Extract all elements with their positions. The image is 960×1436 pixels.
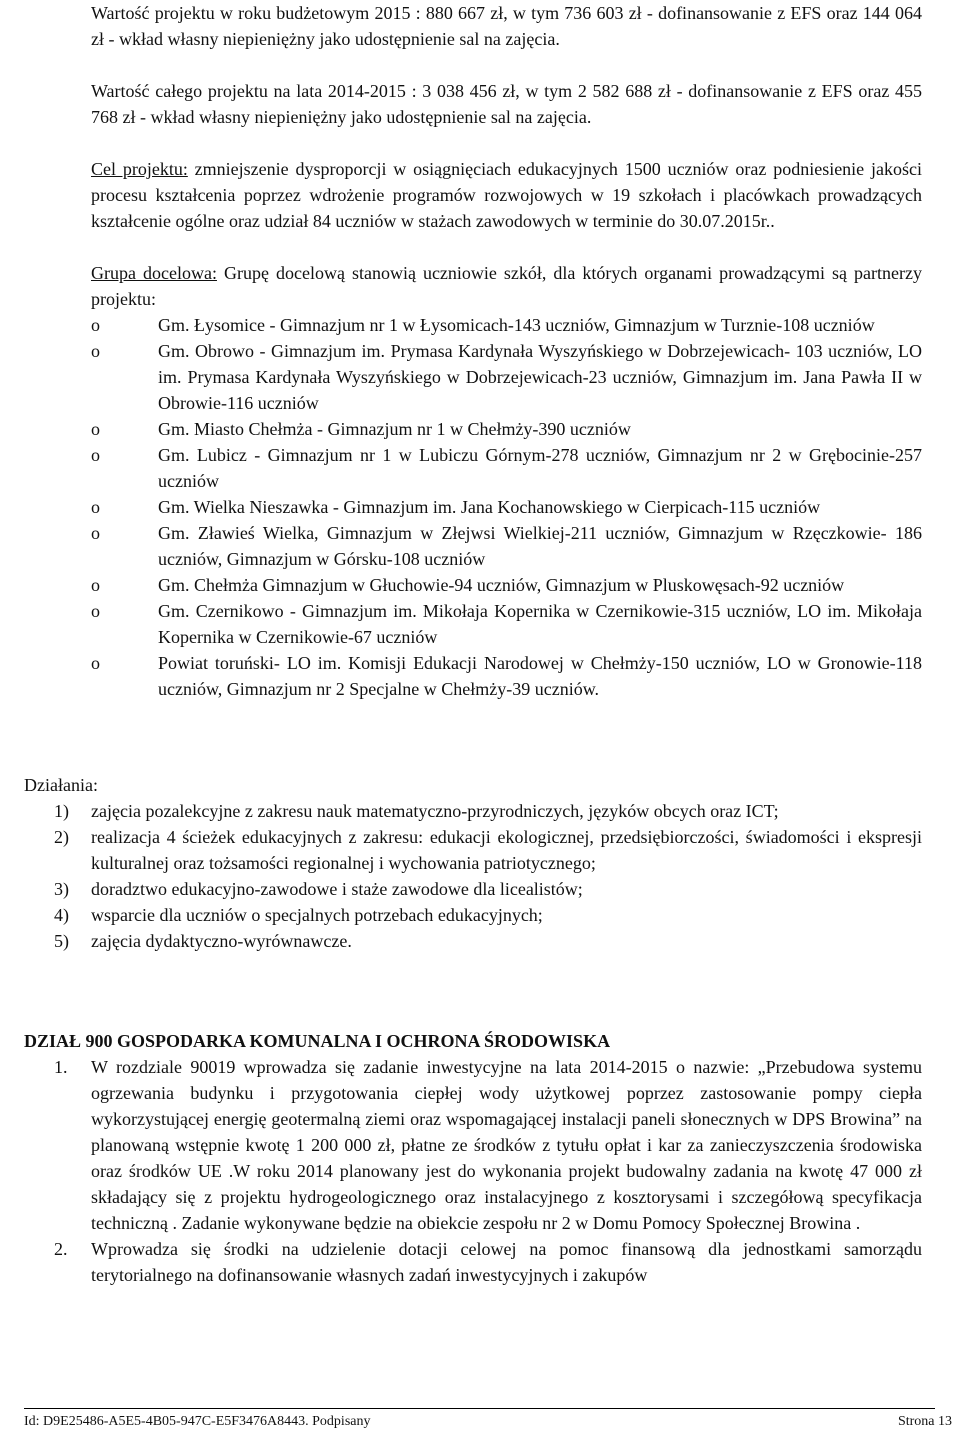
section-items-list [54,1054,922,1288]
footer-divider [24,1408,935,1409]
bullet-icon: o [91,445,100,465]
bullet-icon: o [91,315,100,335]
paragraph-budget-total: Wartość całego projektu na lata 2014-2015 : 3 038 456 zł, w tym 2 582 688 zł - dofinansowanie z EFS oraz 455 768 zł - wkład własny niepieniężny jako udostępnienie sal na zajęcia. [91,81,922,127]
list-item: o Gm. Obrowo - Gimnazjum im. Prymasa Kardynała Wyszyńskiego w Dobrzejewicach- 103 uczniów, LO im. Prymasa Kardynała Wyszyńskiego w Dobrzejewicach-23 uczniów, Gimnazjum im. Jana Pawła II w Obrowie-116 uczniów [91,338,922,416]
target-group-text: Grupę docelową stanowią uczniowie szkół, dla których organami prowadzącymi są partnerzy projektu: [91,263,922,309]
section-heading: DZIAŁ 900 GOSPODARKA KOMUNALNA I OCHRONA ŚRODOWISKA [24,1031,611,1051]
list-item: 1. W rozdziale 90019 wprowadza się zadanie inwestycyjne na lata 2014-2015 o nazwie: „Przebudowa systemu ogrzewania budynku i przygotowania ciepłej wody użytkowej poprzez zastosowanie pompy ciepła wykorzystującej energię geotermalną ziemi oraz wspomagającej instalacji paneli słonecznych w DPS Browina” na planowaną wstępnie kwotę 1 200 000 zł, płatne ze środków z tytułu opłat i kar za zanieczyszczenia środowiska oraz środków UE .W roku 2014 planowany jest do wykonania projekt budowalny zadania na kwotę 47 000 zł składający się z projektu hydrogeologicznego oraz instalacyjnego z kosztorysami i szczegółową specyfikacja techniczną . Zadanie wykonywane będzie na obiekcie zespołu nr 2 w Domu Pomocy Społecznej Browina . [54,1057,922,1233]
list-item: o Gm. Miasto Chełmża - Gimnazjum nr 1 w Chełmży-390 uczniów [91,416,922,442]
document-id: Id: D9E25486-A5E5-4B05-947C-E5F3476A8443. Podpisany [24,1414,371,1429]
bullet-icon: o [91,497,100,517]
list-item: o Gm. Łysomice - Gimnazjum nr 1 w Łysomicach-143 uczniów, Gimnazjum w Turznie-108 uczniów [91,312,922,338]
page-number: Strona 13 [897,1414,952,1429]
bullet-icon: o [91,341,100,361]
list-item: 4) wsparcie dla uczniów o specjalnych potrzebach edukacyjnych; [54,905,543,925]
actions-list [54,798,922,954]
project-goal-text: zmniejszenie dysproporcji w osiągnięciach edukacyjnych 1500 uczniów oraz podniesienie jakości procesu kształcenia poprzez wdrożenie programów rozwojowych w 19 szkołach i placówkach prowadzących kształcenie ogólne oraz udział 84 uczniów w stażach zawodowych w terminie do 30.07.2015r.. [91,159,922,231]
list-item: o Gm. Czernikowo - Gimnazjum im. Mikołaja Kopernika w Czernikowie-315 uczniów, LO im. Mikołaja Kopernika w Czernikowie-67 uczniów [91,598,922,650]
paragraph-budget-2015: Wartość projektu w roku budżetowym 2015 : 880 667 zł, w tym 736 603 zł - dofinansowanie z EFS oraz 144 064 zł - wkład własny niepieniężny jako udostępnienie sal na zajęcia. [91,3,922,49]
list-item: o Gm. Chełmża Gimnazjum w Głuchowie-94 uczniów, Gimnazjum w Pluskowęsach-92 uczniów [91,572,922,598]
list-item: o Gm. Wielka Nieszawka - Gimnazjum im. Jana Kochanowskiego w Cierpicach-115 uczniów [91,494,922,520]
list-item: 2) realizacja 4 ścieżek edukacyjnych z zakresu: edukacji ekologicznej, przedsiębiorczości, świadomości i ekspresji kulturalnej oraz tożsamości regionalnej i wychowania patriotycznego; [54,827,922,873]
paragraph-target-group [91,260,922,312]
list-item: 5) zajęcia dydaktyczno-wyrównawcze. [54,931,352,951]
actions-label: Działania: [24,775,98,795]
list-item: 3) doradztwo edukacyjno-zawodowe i staże zawodowe dla licealistów; [54,879,583,899]
bullet-icon: o [91,419,100,439]
project-goal-label: Cel projektu: [91,159,188,179]
list-item: o Gm. Lubicz - Gimnazjum nr 1 w Lubiczu Górnym-278 uczniów, Gimnazjum nr 2 w Grębocinie-257 uczniów [91,442,922,494]
list-item: 2. Wprowadza się środki na udzielenie dotacji celowej na pomoc finansową dla jednostkami samorządu terytorialnego na dofinansowanie własnych zadań inwestycyjnych i zakupów [54,1239,922,1285]
list-item: o Gm. Zławieś Wielka, Gimnazjum w Złejwsi Wielkiej-211 uczniów, Gimnazjum w Rzęczkowie- 186 uczniów, Gimnazjum w Górsku-108 uczniów [91,520,922,572]
list-item: o Powiat toruński- LO im. Komisji Edukacji Narodowej w Chełmży-150 uczniów, LO w Gronowie-118 uczniów, Gimnazjum nr 2 Specjalne w Chełmży-39 uczniów. [91,650,922,702]
bullet-icon: o [91,575,100,595]
list-item: 1) zajęcia pozalekcyjne z zakresu nauk matematyczno-przyrodniczych, języków obcych oraz ICT; [54,801,779,821]
bullet-icon: o [91,653,100,673]
target-group-label: Grupa docelowa: [91,263,217,283]
paragraph-project-goal [91,156,922,234]
bullet-icon: o [91,523,100,543]
partner-schools-list [91,312,922,702]
bullet-icon: o [91,601,100,621]
